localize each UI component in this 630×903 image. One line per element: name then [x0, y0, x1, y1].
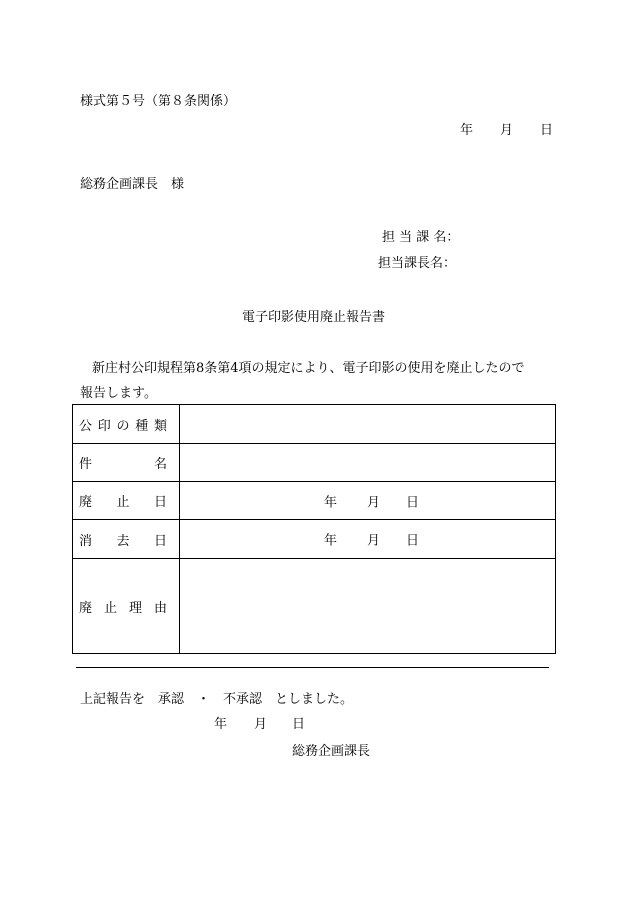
- separator-line: [76, 667, 549, 668]
- report-table: [72, 404, 556, 654]
- label-char: 廃: [79, 495, 93, 510]
- body-line-1: 新庄村公印規程第8条第4項の規定により、電子印影の使用を廃止したので: [92, 361, 525, 376]
- manager-label: 担当課長名：: [378, 256, 457, 271]
- label-char: 種: [135, 418, 149, 434]
- label-char: 由: [153, 600, 167, 616]
- label-reason: [73, 559, 180, 654]
- label-char: の: [116, 418, 130, 434]
- approval-date-day: 日: [292, 717, 306, 732]
- header-date-day: 日: [540, 123, 554, 138]
- header-date-month: 月: [500, 123, 514, 138]
- label-char: 公: [79, 418, 93, 434]
- value-erase-date[interactable]: [180, 520, 556, 559]
- body-line-2: 報告します。: [80, 386, 157, 401]
- label-char: 類: [153, 418, 167, 434]
- label-char: 廃: [79, 600, 93, 616]
- abolish-month: 月: [367, 495, 381, 510]
- approval-signer: 総務企画課長: [292, 744, 371, 759]
- label-char: 止: [103, 600, 117, 616]
- label-char: 名: [153, 457, 167, 472]
- label-char: 日: [153, 533, 167, 549]
- value-subject[interactable]: [180, 444, 556, 482]
- label-abolish-date: [73, 482, 180, 520]
- approval-date-month: 月: [254, 717, 268, 732]
- label-char: 去: [116, 533, 130, 549]
- value-reason[interactable]: [180, 559, 556, 654]
- label-char: 理: [128, 600, 142, 616]
- header-date-year: 年: [460, 123, 474, 138]
- row-seal-type: [73, 405, 556, 444]
- label-char: 消: [79, 533, 93, 549]
- erase-month: 月: [367, 533, 381, 549]
- label-erase-date: [73, 520, 180, 559]
- value-seal-type[interactable]: [180, 405, 556, 444]
- document-title: 電子印影使用廃止報告書: [242, 310, 386, 325]
- label-seal-type: [73, 405, 180, 444]
- row-subject: [73, 444, 556, 482]
- approval-text: 上記報告を 承認 ・ 不承認 としました。: [80, 692, 354, 707]
- value-abolish-date[interactable]: [180, 482, 556, 520]
- label-subject: [73, 444, 180, 482]
- erase-year: 年: [324, 533, 338, 549]
- addressee: 総務企画課長 様: [80, 177, 185, 192]
- row-reason: [73, 559, 556, 654]
- label-char: 件: [79, 457, 93, 472]
- approval-date-year: 年: [214, 717, 228, 732]
- label-char: 止: [116, 495, 130, 510]
- row-erase-date: [73, 520, 556, 559]
- label-char: 印: [97, 418, 111, 434]
- label-char: 日: [153, 495, 167, 510]
- row-abolish-date: [73, 482, 556, 520]
- erase-day: 日: [406, 533, 420, 549]
- abolish-day: 日: [406, 495, 420, 510]
- dept-label: 担 当 課 名：: [382, 230, 460, 245]
- form-number: 様式第５号（第８条関係）: [80, 94, 237, 109]
- abolish-year: 年: [324, 495, 338, 510]
